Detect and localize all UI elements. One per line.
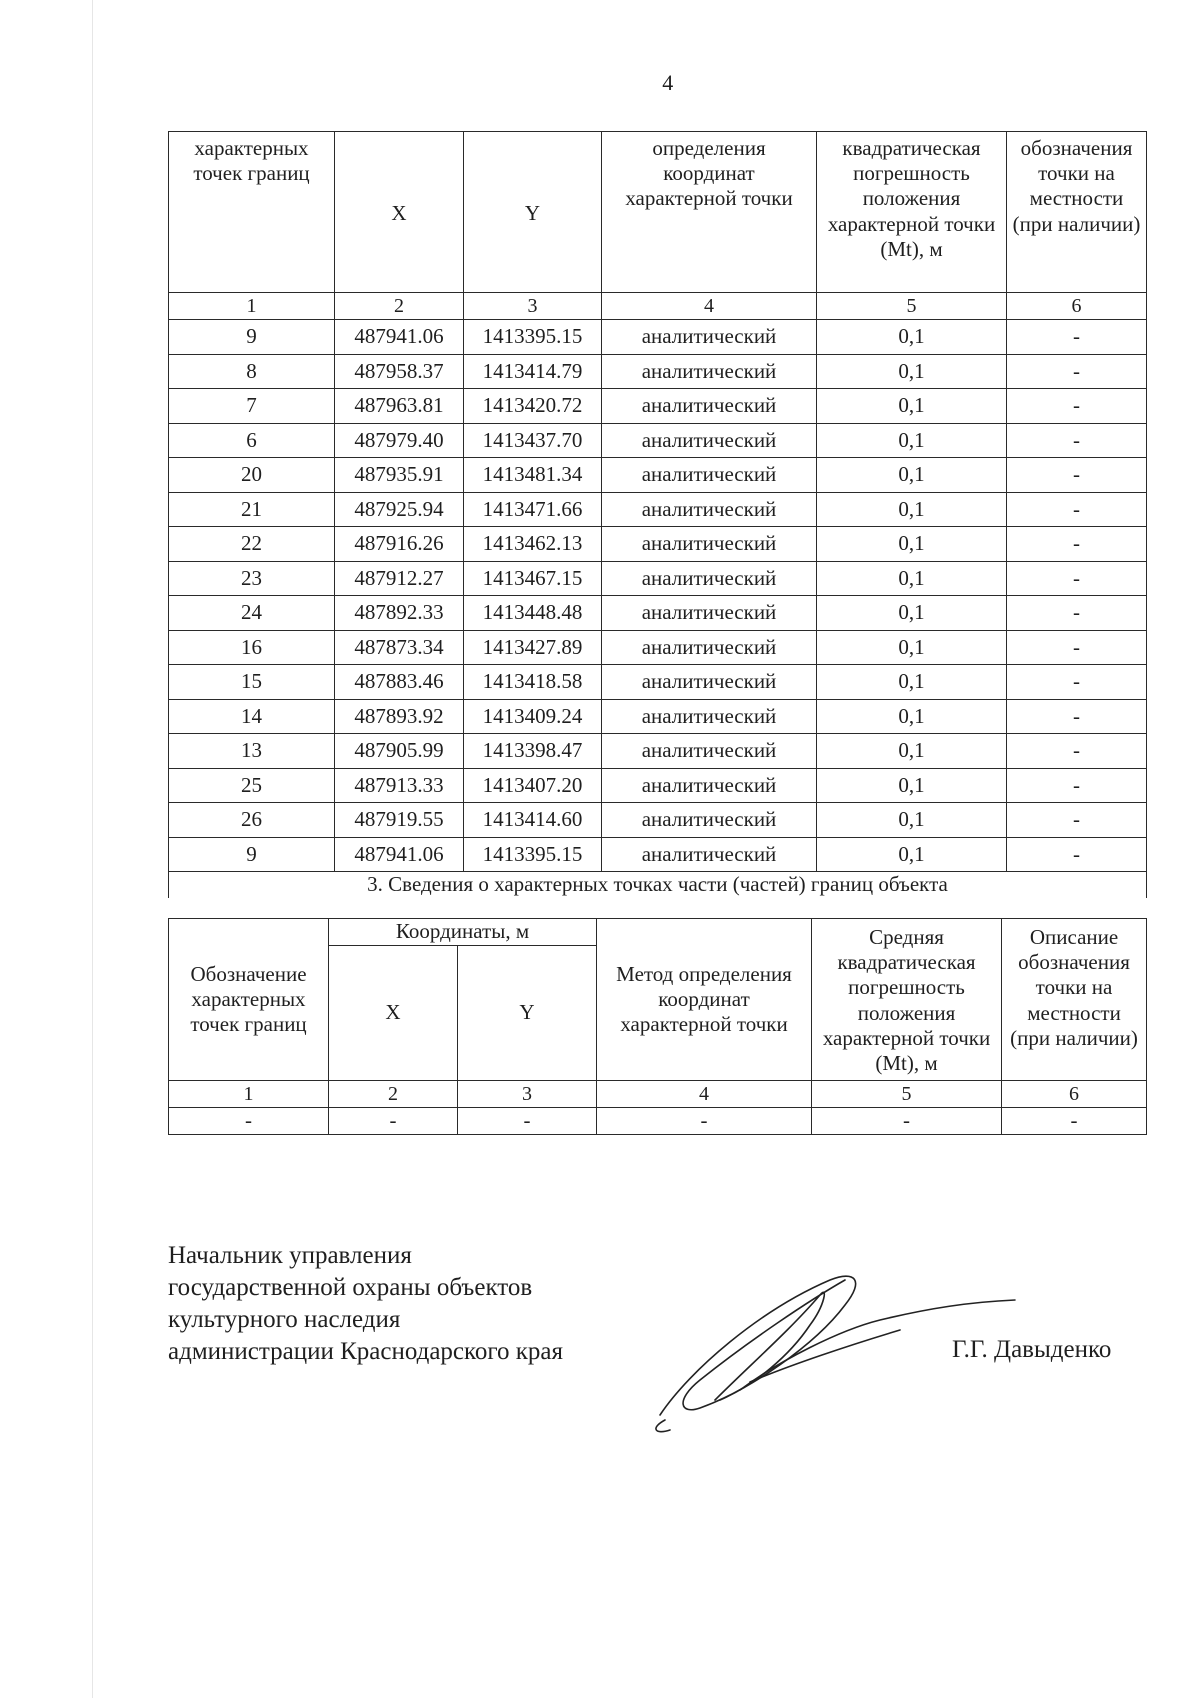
coordinate-y: 1413462.13 [464,527,602,562]
table-row [169,699,1147,734]
column-number: 2 [335,293,464,320]
section-title: 3. Сведения о характерных точках части (частей) границ объекта [169,872,1147,899]
method: аналитический [602,837,817,872]
header-designation: Обозначение характерных точек границ [169,919,329,1081]
header-method: Метод определения координат характерной точки [597,919,812,1081]
description: - [1007,458,1147,493]
description: - [1007,768,1147,803]
position-line: государственной охраны объектов [168,1274,533,1301]
method: аналитический [602,561,817,596]
method: аналитический [602,527,817,562]
error-value: 0,1 [817,389,1007,424]
coordinate-y: 1413414.79 [464,354,602,389]
empty-cell: - [812,1108,1002,1135]
empty-cell: - [1002,1108,1147,1135]
column-number: 4 [602,293,817,320]
description: - [1007,837,1147,872]
header-description: Описание обозначения точки на местности (при наличии) [1002,919,1147,1081]
point-number: 25 [169,768,335,803]
part-boundaries-table [168,918,1147,1135]
error-value: 0,1 [817,630,1007,665]
column-number: 4 [597,1081,812,1108]
header-description: обозначения точки на местности (при наличии) [1007,132,1147,293]
table-row [169,596,1147,631]
table-row [169,561,1147,596]
description: - [1007,665,1147,700]
column-number: 1 [169,1081,329,1108]
point-number: 26 [169,803,335,838]
table-row [169,734,1147,769]
position-line: администрации Краснодарского края [168,1338,564,1365]
table-row [169,768,1147,803]
description: - [1007,492,1147,527]
error-value: 0,1 [817,768,1007,803]
section-title-row [169,872,1147,899]
error-value: 0,1 [817,596,1007,631]
description: - [1007,527,1147,562]
method: аналитический [602,699,817,734]
error-value: 0,1 [817,665,1007,700]
coordinate-x: 487905.99 [335,734,464,769]
empty-cell: - [169,1108,329,1135]
coordinate-x: 487935.91 [335,458,464,493]
coordinate-x: 487979.40 [335,423,464,458]
method: аналитический [602,630,817,665]
point-number: 22 [169,527,335,562]
description: - [1007,354,1147,389]
coordinate-y: 1413409.24 [464,699,602,734]
coordinate-x: 487941.06 [335,837,464,872]
point-number: 9 [169,320,335,355]
coordinate-x: 487958.37 [335,354,464,389]
part-table-header-row [169,919,1147,946]
column-number: 1 [169,293,335,320]
coordinate-x: 487873.34 [335,630,464,665]
point-number: 6 [169,423,335,458]
point-number: 24 [169,596,335,631]
position-line: Начальник управления [168,1242,412,1269]
empty-cell: - [329,1108,458,1135]
coordinate-y: 1413395.15 [464,837,602,872]
coordinates-table [168,131,1147,898]
method: аналитический [602,389,817,424]
header-coordinates-group: Координаты, м [329,919,597,946]
point-number: 23 [169,561,335,596]
description: - [1007,699,1147,734]
coordinate-y: 1413418.58 [464,665,602,700]
coordinate-y: 1413437.70 [464,423,602,458]
header-error: Средняя квадратическая погрешность положения характерной точки (Mt), м [812,919,1002,1081]
coordinate-y: 1413420.72 [464,389,602,424]
column-number: 3 [464,293,602,320]
point-number: 20 [169,458,335,493]
table-row [169,527,1147,562]
method: аналитический [602,734,817,769]
coordinate-y: 1413481.34 [464,458,602,493]
column-number-row [169,293,1147,320]
table-row [169,1108,1147,1135]
table-row [169,458,1147,493]
description: - [1007,561,1147,596]
coordinate-y: 1413427.89 [464,630,602,665]
table-row [169,630,1147,665]
header-x: X [329,946,458,1081]
error-value: 0,1 [817,803,1007,838]
coordinate-x: 487919.55 [335,803,464,838]
method: аналитический [602,665,817,700]
signatory-name: Г.Г. Давыденко [952,1336,1112,1363]
description: - [1007,734,1147,769]
description: - [1007,803,1147,838]
header-error: квадратическая погрешность положения характерной точки (Mt), м [817,132,1007,293]
column-number: 2 [329,1081,458,1108]
error-value: 0,1 [817,354,1007,389]
coordinate-x: 487925.94 [335,492,464,527]
coordinate-y: 1413407.20 [464,768,602,803]
point-number: 15 [169,665,335,700]
method: аналитический [602,423,817,458]
error-value: 0,1 [817,734,1007,769]
point-number: 9 [169,837,335,872]
error-value: 0,1 [817,561,1007,596]
column-number: 6 [1002,1081,1147,1108]
column-number: 3 [458,1081,597,1108]
description: - [1007,423,1147,458]
coordinate-x: 487963.81 [335,389,464,424]
error-value: 0,1 [817,458,1007,493]
coordinate-x: 487893.92 [335,699,464,734]
coordinate-y: 1413471.66 [464,492,602,527]
header-x: X [335,132,464,293]
table-row [169,837,1147,872]
page-number: 4 [662,70,674,95]
point-number: 14 [169,699,335,734]
table-header-row [169,132,1147,293]
scan-edge [92,0,93,1698]
coordinate-y: 1413398.47 [464,734,602,769]
coordinate-y: 1413395.15 [464,320,602,355]
description: - [1007,389,1147,424]
empty-cell: - [597,1108,812,1135]
column-number: 5 [817,293,1007,320]
coordinate-x: 487941.06 [335,320,464,355]
column-number-row [169,1081,1147,1108]
signatory-position [168,1240,563,1368]
coordinate-y: 1413467.15 [464,561,602,596]
method: аналитический [602,458,817,493]
coordinate-y: 1413448.48 [464,596,602,631]
empty-cell: - [458,1108,597,1135]
table-row [169,492,1147,527]
coordinate-x: 487883.46 [335,665,464,700]
error-value: 0,1 [817,527,1007,562]
header-y: Y [458,946,597,1081]
table-row [169,354,1147,389]
method: аналитический [602,768,817,803]
coordinate-x: 487892.33 [335,596,464,631]
error-value: 0,1 [817,320,1007,355]
coordinate-x: 487916.26 [335,527,464,562]
column-number: 5 [812,1081,1002,1108]
description: - [1007,320,1147,355]
table-row [169,665,1147,700]
error-value: 0,1 [817,492,1007,527]
description: - [1007,596,1147,631]
error-value: 0,1 [817,423,1007,458]
table-row [169,423,1147,458]
table-row [169,389,1147,424]
point-number: 21 [169,492,335,527]
error-value: 0,1 [817,699,1007,734]
point-number: 8 [169,354,335,389]
header-method: определения координат характерной точки [602,132,817,293]
description: - [1007,630,1147,665]
point-number: 16 [169,630,335,665]
method: аналитический [602,354,817,389]
error-value: 0,1 [817,837,1007,872]
coordinates-table-body [169,132,1147,899]
point-number: 7 [169,389,335,424]
method: аналитический [602,803,817,838]
method: аналитический [602,596,817,631]
point-number: 13 [169,734,335,769]
header-designation: характерных точек границ [169,132,335,293]
coordinate-x: 487912.27 [335,561,464,596]
column-number: 6 [1007,293,1147,320]
method: аналитический [602,492,817,527]
table-row [169,320,1147,355]
coordinate-y: 1413414.60 [464,803,602,838]
header-y: Y [464,132,602,293]
method: аналитический [602,320,817,355]
coordinate-x: 487913.33 [335,768,464,803]
position-line: культурного наследия [168,1306,401,1333]
table-row [169,803,1147,838]
